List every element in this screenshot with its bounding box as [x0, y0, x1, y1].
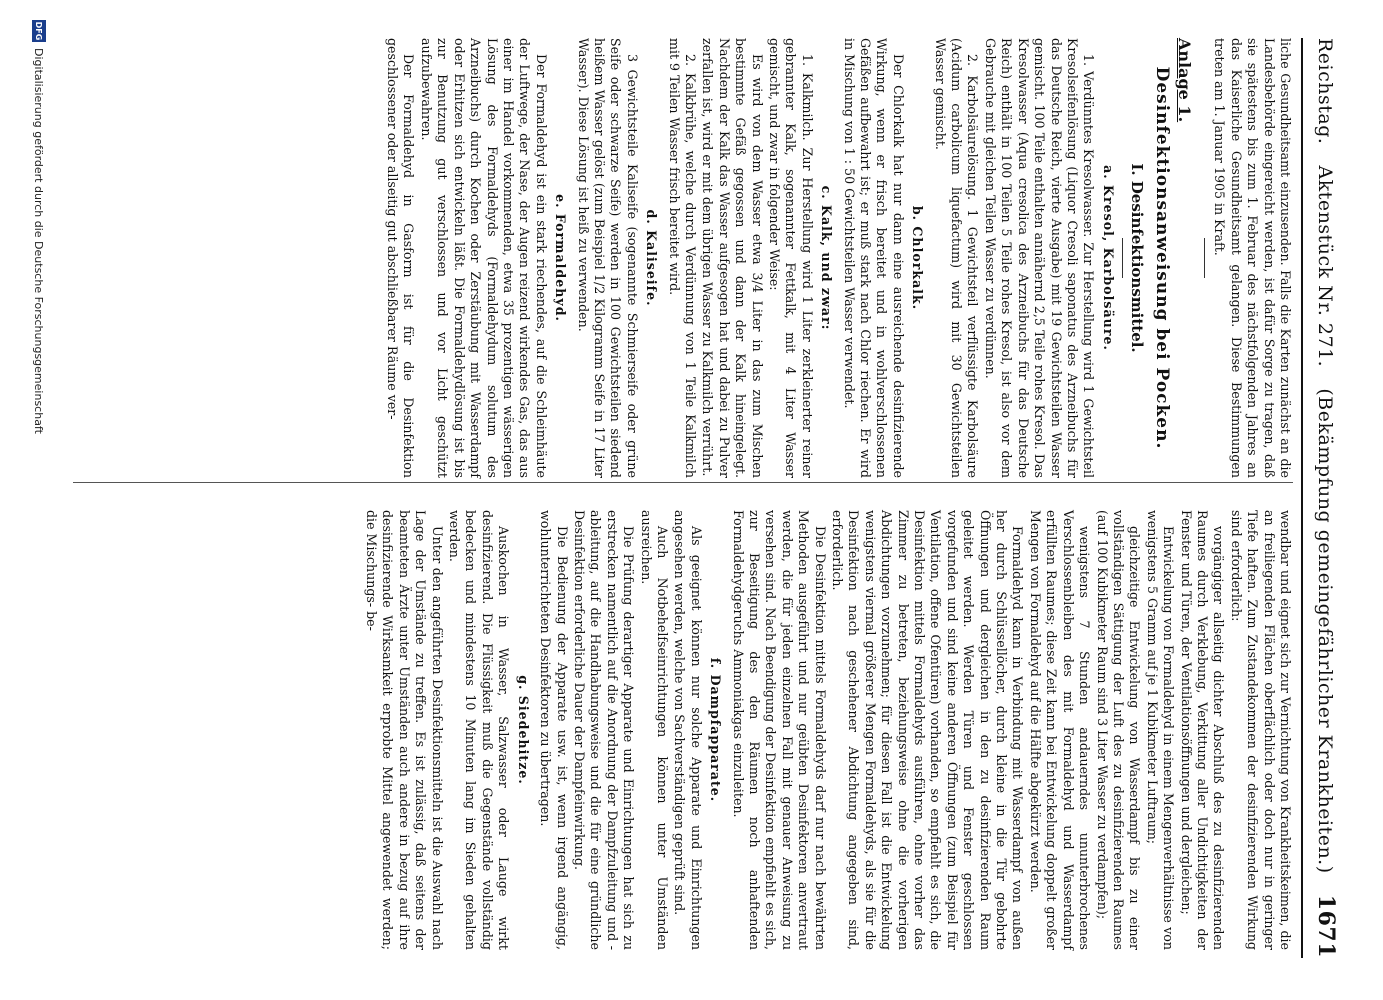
- paragraph: Als geeignet können nur solche Apparate und Einrichtungen angesehen werden, welche von Sachverständigen geprüft sind.: [672, 510, 704, 950]
- paragraph: 1. Kalkmilch. Zur Herstellung wird 1 Liter zerkleinerter reiner gebrannter Kalk, sogenannter Fettkalk, mit 4 Liter Wasser gemischt, und zwar in folgender Weise:: [767, 38, 815, 478]
- funding-note: Digitalisierung gefördert durch die Deutsche Forschungsgemeinschaft: [32, 48, 46, 434]
- paragraph: Die Bedienung der Apparate usw. ist, wenn irgend angängig, wohlunterrichteten Desinfektoren zu übertragen.: [538, 510, 570, 950]
- subheading-d: d. Kaliseife.: [644, 209, 660, 307]
- page-header: [1311, 38, 1339, 958]
- paragraph: Formaldehyd kann in Verbindung mit Wasserdampf von außen her durch Schlüssellöcher, durch kleine in die Tür gebohrte Öffnungen und dergleichen in den zu desinfizierenden Raum geleitet werden. Werden Türen und Fenster geschlossen vorgefunden und sind keine anderen Öffnungen (zum Beispiel für Ventilation, offene Ofentüren) vorhanden, so empfiehlt es sich, die Desinfektion mittels Formaldehyds ausführen, ohne vorher das Zimmer zu betreten, beziehungsweise ohne die vorherigen Abdichtungen vorzunehmen; für diesen Fall ist die Entwickelung wenigstens viermal größerer Mengen Formaldehyds, als sie für die Desinfektion nach geschehener Abdichtung angegeben sind, erforderlich.: [830, 510, 1026, 950]
- separator: [1122, 238, 1123, 278]
- list-item: Entwickelung von Formaldehyd in einem Mengenverhältnisse von wenigstens 5 Gramm auf je 1 Kubikmeter Luftraum;: [1144, 510, 1177, 950]
- list-item: gleichzeitige Entwickelung von Wasserdampf bis zu einer vollständigen Sättigung der Luft des zu desinfizierenden Raumes (auf 100 Kubikmeter Raum sind 3 Liter Wasser zu verdampfen);: [1094, 510, 1143, 950]
- subheading-b: b. Chlorkalk.: [910, 205, 926, 311]
- paragraph: Es wird von dem Wasser etwa 3/4 Liter in das zum Mischen bestimmte Gefäß gegossen und dann der Kalk hineingelegt. Nachdem der Kalk das Wasser aufgesogen hat und dabei zu Pulver zerfallen ist, wird er mit dem übrigen Wasser zu Kalkmilch verrührt.: [700, 38, 765, 478]
- paragraph: Der Formaldehyd ist ein stark riechendes, auf die Schleimhäute der Luftwege, der Nase, der Augen reizend wirkendes Gas, das aus einer im Handel vorkommenden, etwa 35 prozentigen wässerigen Lösung des Formaldehyds (Formaldehydum solutum des Arzneibuchs) durch Kochen oder Zerstäubung mit Wasserdampf oder Erhitzen sich entwickeln läßt. Die Formaldehydlösung ist bis zur Benutzung gut verschlossen und vor Licht geschützt aufzubewahren.: [418, 38, 549, 478]
- subheading-a: a. Kresol, Karbolsäure.: [1100, 165, 1116, 351]
- paragraph: Auch Notbehelfseinrichtungen können unter Umständen ausreichen.: [638, 510, 670, 950]
- paragraph: Die Desinfektion mittels Formaldehyds darf nur nach bewährten Methoden ausgeführt und nur geübten Desinfektoren anvertraut werden, die für jeden einzelnen Fall mit genauer Anweisung zu versehen sind. Nach Beendigung der Desinfektion empfiehlt es sich, zur Beseitigung des den Räumen noch anhaftenden Formaldehydgeruchs Ammoniakgas einzuleiten.: [730, 510, 828, 950]
- separator: [1204, 238, 1205, 278]
- paragraph: Auskochen in Wasser, Salzwasser oder Lauge wirkt desinfizierend. Die Flüssigkeit muß die Gegenstände vollständig bedecken und mindestens 10 Minuten lang im Sieden gehalten werden.: [447, 510, 512, 950]
- list-item: vorgängiger allseitig dichter Abschluß des zu desinfizierenden Raumes durch Verklebung, Verkittung aller Undichtigkeiten der Fenster und Türen, der Ventilationsöffnungen und dergleichen;: [1178, 510, 1227, 950]
- funding-footer: [32, 20, 46, 980]
- header-rule: [1301, 38, 1303, 958]
- header-middle: Aktenstück Nr. 271.: [1314, 165, 1336, 368]
- paragraph: 2. Kalkbrühe, welche durch Verdünnung von 1 Teile Kalkmilch mit 9 Teilen Wasser frisch bereitet wird.: [666, 38, 698, 478]
- header-left: Reichstag.: [1314, 38, 1336, 145]
- subheading-f: f. Dampfapparate.: [708, 657, 724, 803]
- header-right: (Bekämpfung gemeingefährlicher Krankheiten.): [1314, 388, 1336, 874]
- paragraph: Unter den angeführten Desinfektionsmitteln ist die Auswahl nach Lage der Umstände zu treffen. Es ist zulässig, daß seitens der beamteten Ärzte unter Umständen auch andere in bezug auf ihre desinfizierende Wirksamkeit erprobte Mittel angewendet werden; die Mischungs- be-: [364, 510, 445, 950]
- paragraph: 3 Gewichtsteile Kaliseife (sogenannte Schmierseife oder grüne Seife oder schwarze Seife) werden in 100 Gewichtsteilen siedend heißem Wasser gelöst (zum Beispiel 1/2 Kilogramm Seife in 17 Liter Wasser). Diese Lösung ist heiß zu verwenden.: [575, 38, 640, 478]
- paragraph: Der Formaldehyd in Gasform ist für die Desinfektion geschlossener oder allseitig gut abschließbarer Räume ver-: [385, 38, 417, 478]
- subheading-g: g. Siedehitze.: [515, 675, 531, 785]
- section-heading: I. Desinfektionsmittel.: [1128, 163, 1147, 353]
- list-item: wenigstens 7 Stunden andauerndes ununterbrochenes Verschlossenbleiben des mit Formaldehyd und Wasserdampf erfüllten Raumes; diese Zeit kann bei Entwickelung doppelt großer Mengen von Formaldehyd auf die Hälfte abgekürzt werden.: [1027, 510, 1093, 950]
- right-column: [362, 510, 1293, 950]
- left-column: [383, 38, 1293, 478]
- subheading-e: e. Formaldehyd.: [553, 194, 569, 322]
- paragraph: wendbar und eignet sich zur Vernichtung von Krankheitskeimen, die an freiliegenden Flächen oberflächlich oder doch nur in geringer Tiefe haften. Zum Zustandekommen der desinfizierenden Wirkung sind erforderlich:: [1228, 510, 1293, 950]
- page-number: 1671: [1313, 894, 1339, 958]
- dfg-logo: DFG: [32, 20, 46, 42]
- paragraph: 1. Verdünntes Kresolwasser. Zur Herstellung wird 1 Gewichtsteil Kresolseifenlösung (Liquor Cresoli saponatus des Arzneibuchs für das Deutsche Reich, vierte Ausgabe) mit 19 Gewichtsteilen Wasser gemischt. 100 Teile enthalten annähernd 2,5 Teile rohes Kresol. Das Kresolwasser (Aqua cresolica des Arzneibuchs für das Deutsche Reich) enthält in 100 Teilen 5 Teile rohes Kresol, ist also vor dem Gebrauche mit gleichen Teilen Wasser zu verdünnen.: [982, 38, 1097, 478]
- column-divider: [73, 482, 1293, 483]
- document-title: Desinfektionsanweisung bei Pocken.: [1151, 66, 1172, 450]
- intro-text: liche Gesundheitsamt einzusenden. Falls die Karten zunächst an die Landesbehörde eingereicht werden, ist dafür Sorge zu tragen, daß sie spätestens bis zum 1. Februar des nächstfolgenden Jahres an das Kaiserliche Gesundheitsamt gelangen. Diese Bestimmungen treten am 1. Januar 1905 in Kraft.: [1212, 38, 1293, 478]
- subheading-c: c. Kalk, und zwar:: [819, 185, 835, 331]
- paragraph: Der Chlorkalk hat nur dann eine ausreichende desinfizierende Wirkung, wenn er frisch bereitet und in wohlverschlossenen Gefäßen aufbewahrt ist; er muß stark nach Chlor riechen. Er wird in Mischung von 1 : 50 Gewichtsteilen Wasser verwendet.: [841, 38, 906, 478]
- paragraph: Die Prüfung derartiger Apparate und Einrichtungen hat sich zu erstrecken namentlich auf die Anordnung der Dampfzuleitung und -ableitung, auf die Handhabungsweise und die für eine gründliche Desinfektion erforderliche Dauer der Dampfeinwirkung.: [571, 510, 637, 950]
- paragraph: 2. Karbolsäurelösung. 1 Gewichtsteil verflüssigte Karbolsäure (Acidum carbolicum liquefactum) wird mit 30 Gewichtsteilen Wasser gemischt.: [932, 38, 981, 478]
- annex-heading: Anlage 1.: [1174, 38, 1194, 123]
